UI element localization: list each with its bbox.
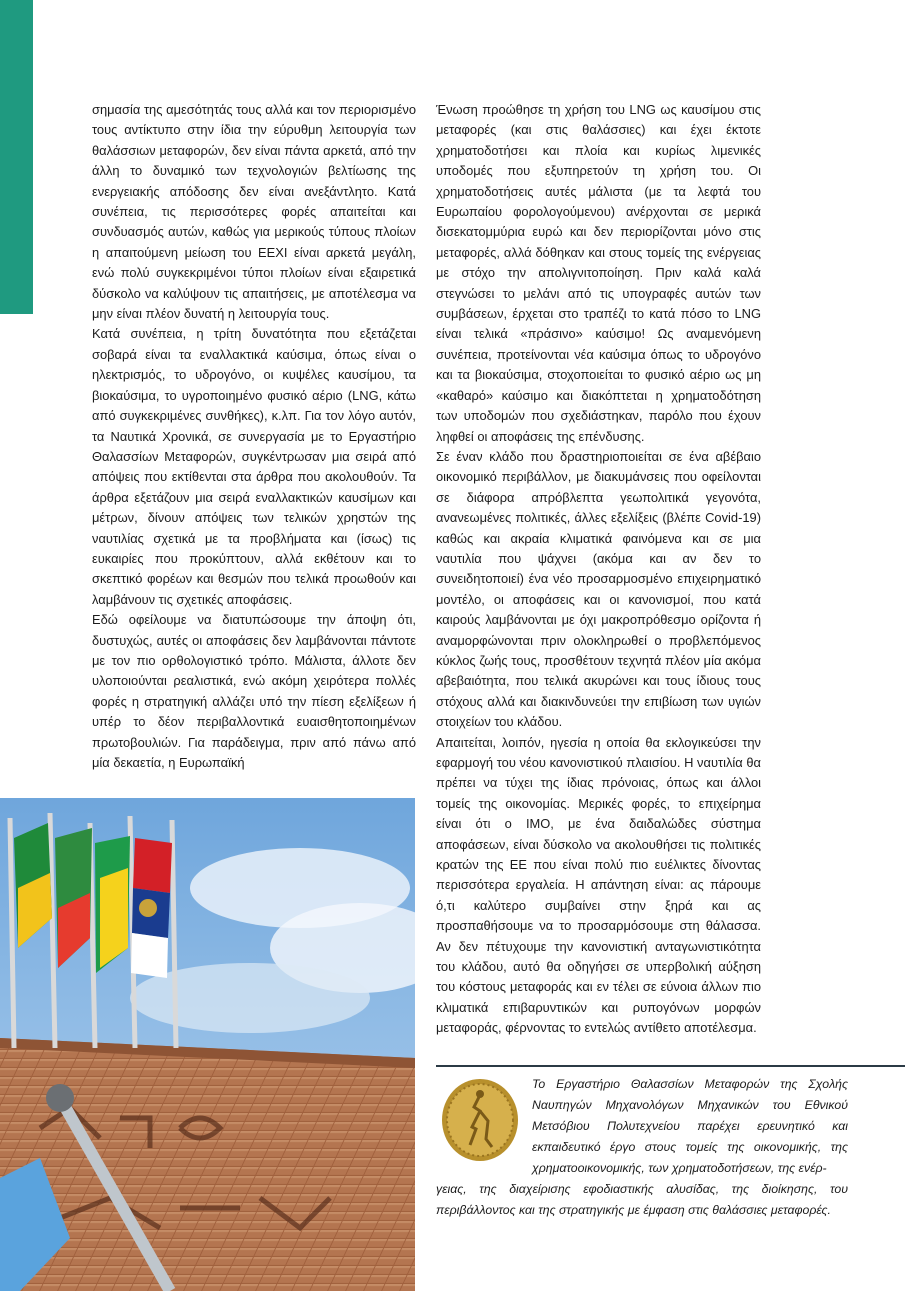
paragraph: Απαιτείται, λοιπόν, ηγεσία η οποία θα εκλογικεύσει την εφαρμογή του νέου κανονιστικού πλαισίου. Η ναυτιλία θα πρέπει να τύχει της ίδιας πρόνοιας, όπως και άλλοι τομείς της οικονομίας. Μερικές φορές, το επιχείρημα είναι ότι ο IMO, με ένα δαιδαλώδες σύστημα αποφάσεων, είναι δύσκολο να ακολουθήσει τις πολιτικές κρατών της ΕΕ που είναι πολύ πιο ευέλικτες δίνοντας περισσότερα εργαλεία. Η απάντηση είναι: ας πάρουμε ό,τι καλύτερο συμβαίνει στην ξηρά και ας προσπαθήσουμε να το προσαρμόσουμε στη θάλασσα. Αν δεν πέτυχουμε την κανονιστική ανταγωνιστικότητα του κλάδου, αυτό θα οδηγήσει σε υπερβολική αύξηση του κόστους μεταφοράς και εν τέλει σε εύνοια άλλων πιο κλιματικά επιβαρυντικών και ρυπογόνων μορφών μεταφοράς, φέρνοντας το εντελώς αντίθετο αποτέλεσμα. bbox=[436, 734, 761, 1036]
article-column-right bbox=[436, 100, 761, 1039]
paragraph: Σε έναν κλάδο που δραστηριοποιείται σε ένα αβέβαιο οικονομικό περιβάλλον, με διακυμάνσεις που οφείλονται σε διάφορα απρόβλεπτα γεωπολιτικά γεγονότα, ανανεωμένες πολιτικές, άλλες εξελίξεις (βλέπε Covid-19) καθώς και ακραία κλιματικά φαινόμενα και σε μια ναυτιλία που ψάχνει (ακόμα και αν δεν το συνειδητοποιεί) ένα νέο προσαρμοσμένο επιχειρηματικό μοντέλο, οι αποφάσεις και οι κανονισμοί, που κατά καιρούς λαμβάνονται με όχι μακροπρόθεσμο ορίζοντα ή αναμορφώνονται πριν ολοκληρωθεί ο προβλεπόμενος κύκλος ζωής τους, προσθέτουν τεχνητά πλέον μία ακόμα αβεβαιότητα, που τελικά ακυρώνει και τους ίδιους τους στόχους αλλά και διακινδυνεύει την επιβίωση των υγιών στοιχείων του κλάδου. bbox=[436, 448, 761, 730]
article-column-left bbox=[92, 100, 416, 773]
note-text-full: γειας, της διαχείρισης εφοδιαστικής αλυσίδας, της διοίκησης, του περιβάλλοντος και της στρατηγικής με έμφαση στις θαλάσσιες μεταφορές. bbox=[436, 1182, 848, 1217]
green-edge-bar bbox=[0, 0, 33, 314]
paragraph: σημασία της αμεσότητάς τους αλλά και τον περιορισμένο τους αντίκτυπο στην ίδια την εύρυθμη λειτουργία των θαλάσσιων μεταφορών, δεν είναι πάντα αρκετά, από την άλλη το δυναμικό των τεχνολογιών βελτίωσης της ενεργειακής απόδοσης δεν είναι ανεξάντλητο. Κατά συνέπεια, τις περισσότερες φορές απαιτείται και συνδυασμός αυτών, καθώς για μερικούς τύπους πλοίων η απαιτούμενη μείωση του EEXI είναι αρκετά μεγάλη, ενώ πολύ συγκεκριμένοι τύποι πλοίων είναι εξαιρετικά δύσκολο να καλύψουν τις απαιτήσεις, με αποτέλεσμα να μην είναι πλέον δυνατή η λειτουργία τους. bbox=[92, 102, 416, 322]
note-text-indented: Το Εργαστήριο Θαλασσίων Μεταφορών της Σχολής Ναυπηγών Μηχανολόγων Μηχανικών του Εθνικού Μετσόβιου Πολυτεχνείου παρέχει ερευνητικό και εκπαιδευτικό έργο στους τομείς της οικονομικής, της χρηματοοικονομικής, των χρηματοδοτήσεων, της ενέρ- bbox=[532, 1077, 848, 1175]
flags-building-photo bbox=[0, 798, 415, 1291]
laboratory-note bbox=[436, 1074, 848, 1221]
paragraph: Κατά συνέπεια, η τρίτη δυνατότητα που εξετάζεται σοβαρά είναι τα εναλλακτικά καύσιμα, όπως είναι ο ηλεκτρισμός, το υδρογόνο, οι κυψέλες καυσίμου, τα βιοκαύσιμα, το υγροποιημένο φυσικό αέριο (LNG, κάτω από συγκεκριμένες συνθήκες), κ.λπ. Για τον λόγο αυτόν, τα Ναυτικά Χρονικά, σε συνεργασία με το Εργαστήριο Θαλασσίων Μεταφορών, συγκέντρωσαν μια σειρά από απόψεις που εκτίθενται στα άρθρα που ακολουθούν. Τα άρθρα εξετάζουν μια σειρά εναλλακτικών καυσίμων και μέτρων, δίνουν απόψεις των τελικών χρηστών της ναυτιλίας σχετικά με τα προβλήματα και (ίσως) τις ευκαιρίες που προκύπτουν, αλλά εκθέτουν και το σκεπτικό φορέων και θεσμών που τελικά προωθούν και λαμβάνουν τις σχετικές αποφάσεις. bbox=[92, 326, 416, 607]
paragraph: Ένωση προώθησε τη χρήση του LNG ως καυσίμου στις μεταφορές (και στις θαλάσσιες) και έχει έκτοτε χρηματοδοτήσει και πλοία και κυρίως λιμενικές υποδομές που εξυπηρετούν τη χρήση του. Οι χρηματοδοτήσεις αυτές μάλιστα (με τα λεφτά του Ευρωπαίου φορολογούμενου) ανέρχονται σε μερικά δισεκατομμύρια ευρώ και δεν περιορίζονται μόνο στις μεταφορές, αλλά δόθηκαν και στους τομείς της ενέργειας με στόχο την απολιγνιτοποίηση. Πριν καλά καλά στεγνώσει το μελάνι από τις υπογραφές αυτών των συμβάσεων, έρχεται στο τραπέζι το κατά πόσο το LNG είναι τελικά «πράσινο» καύσιμο! Ως αναμενόμενη συνέπεια, προτείνονται νέα καύσιμα όπως το υδρογόνο και τα βιοκαύσιμα, στοχοποιείται το φυσικό αέριο ως μη «καθαρό» καύσιμο και διακόπτεται η χρηματοδότηση των υποδομών που σχεδιάστηκαν, παρόλο που έχουν ληφθεί οι αποφάσεις της επένδυσης. bbox=[436, 102, 761, 444]
paragraph: Εδώ οφείλουμε να διατυπώσουμε την άποψη ότι, δυστυχώς, αυτές οι αποφάσεις δεν λαμβάνονται πάντοτε με τον πιο ορθολογιστικό τρόπο. Μάλιστα, άλλοτε δεν υλοποιούνται ρεαλιστικά, ενώ ακόμη χειρότερα πολλές φορές η στρατηγική αλλάζει υπό την πίεση εξελίξεων ή υπέρ το δέον περιβαλλοντικά ευαισθητοποιημένων πρωτοβουλιών. Για παράδειγμα, πριν από πάνω από μία δεκαετία, η Ευρωπαϊκή bbox=[92, 612, 416, 770]
note-divider bbox=[436, 1065, 905, 1067]
